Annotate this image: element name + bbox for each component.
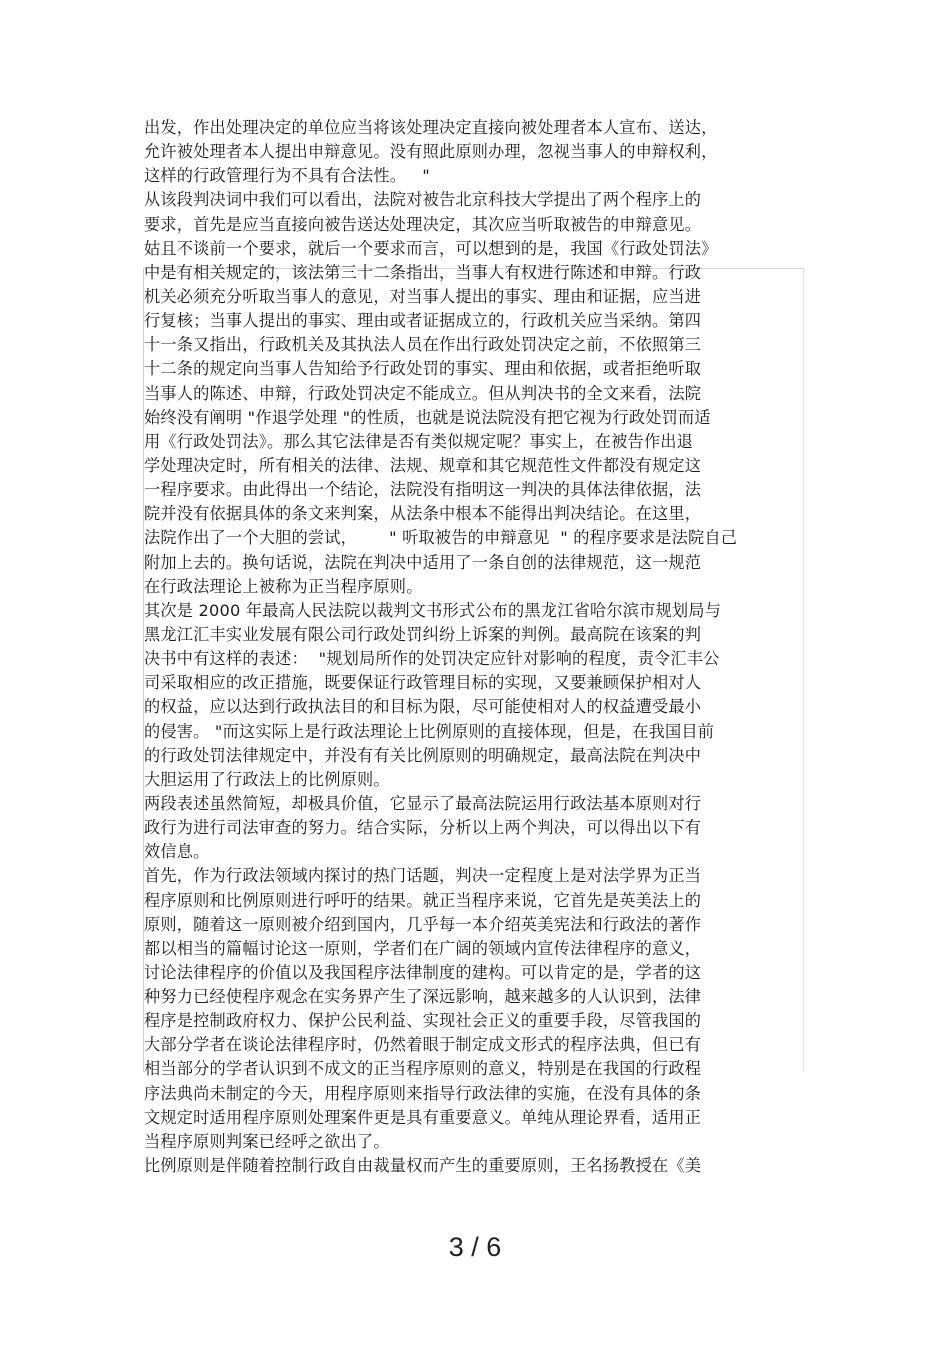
text-line: 比例原则是伴随着控制行政自由裁量权而产生的重要原则，王名扬教授在《美: [144, 1156, 702, 1176]
text-line: 十二条的规定向当事人告知给予行政处罚的事实、理由和依据，或者拒绝听取: [144, 359, 702, 379]
text-line: 出发，作出处理决定的单位应当将该处理决定直接向被处理者本人宣布、送达，: [144, 118, 718, 137]
text-line: 从该段判决词中我们可以看出，法院对被告北京科技大学提出了两个程序上的: [144, 190, 702, 210]
text-line: 都以相当的篇幅讨论这一原则，学者们在广阔的领域内宣传法律程序的意义，: [144, 938, 702, 958]
text-line: 讨论法律程序的价值以及我国程序法律制度的建构。可以肯定的是，学者的这: [144, 962, 702, 982]
page-number: 3 / 6: [448, 1232, 502, 1262]
text-line: 十一条又指出，行政机关及其执法人员在作出行政处罚决定之前，不依照第三: [144, 335, 702, 355]
text-line: 行复核；当事人提出的事实、理由或者证据成立的，行政机关应当采纳。第四: [144, 311, 702, 331]
text-line: 当事人的陈述、申辩，行政处罚决定不能成立。但从判决书的全文来看，法院: [144, 383, 702, 403]
text-line: 相当部分的学者认识到不成文的正当程序原则的意义，特别是在我国的行政程: [144, 1059, 702, 1079]
text-line: 法院作出了一个大胆的尝试， " 听取被告的申辩意见 " 的程序要求是法院自己: [144, 528, 738, 548]
text-line: 决书中有这样的表述： "规划局所作的处罚决定应针对影响的程度，责令汇丰公: [144, 649, 720, 669]
text-line: 附加上去的。换句话说，法院在判决中适用了一条自创的法律规范，这一规范: [144, 552, 702, 572]
text-line: 的行政处罚法律规定中，并没有有关比例原则的明确规定，最高法院在判决中: [144, 745, 702, 765]
text-line: 种努力已经使程序观念在实务界产生了深远影响，越来越多的人认识到，法律: [144, 987, 702, 1007]
text-line: 院并没有依据具体的条文来判案，从法条中根本不能得出判决结论。在这里，: [144, 504, 702, 524]
text-line: 允许被处理者本人提出申辩意见。没有照此原则办理，忽视当事人的申辩权利，: [144, 142, 718, 162]
text-line: 的权益，应以达到行政执法目的和目标为限，尽可能使相对人的权益遭受最小: [144, 697, 702, 717]
text-line: 司采取相应的改正措施，既要保证行政管理目标的实现，又要兼顾保护相对人: [144, 673, 702, 693]
text-line: 的侵害。 "而这实际上是行政法理论上比例原则的直接体现，但是，在我国目前: [144, 721, 715, 741]
text-line: 其次是 2000 年最高人民法院以裁判文书形式公布的黑龙江省哈尔滨市规划局与: [144, 600, 722, 620]
text-line: 效信息。: [144, 842, 210, 862]
text-line: 一程序要求。由此得出一个结论，法院没有指明这一判决的具体法律依据，法: [144, 480, 702, 500]
text-line: 机关必须充分听取当事人的意见，对当事人提出的事实、理由和证据，应当进: [144, 286, 702, 306]
text-line: 程序原则和比例原则进行呼吁的结果。就正当程序来说，它首先是英美法上的: [144, 890, 702, 910]
text-line: 始终没有阐明 "作退学处理 "的性质，也就是说法院没有把它视为行政处罚而适: [144, 407, 711, 427]
text-line: 程序是控制政府权力、保护公民利益、实现社会正义的重要手段，尽管我国的: [144, 1011, 702, 1031]
text-line: 原则，随着这一原则被介绍到国内，几乎每一本介绍英美宪法和行政法的著作: [144, 914, 702, 934]
text-line: 姑且不谈前一个要求，就后一个要求而言，可以想到的是，我国《行政处罚法》: [144, 238, 718, 258]
text-line: 当程序原则判案已经呼之欲出了。: [144, 1131, 390, 1151]
text-line: 大胆运用了行政法上的比例原则。: [144, 769, 390, 789]
text-line: 大部分学者在谈论法律程序时，仍然着眼于制定成文形式的程序法典，但已有: [144, 1035, 702, 1055]
text-line: 政行为进行司法审查的努力。结合实际，分析以上两个判决，可以得出以下有: [144, 818, 702, 838]
text-line: 要求，首先是应当直接向被告送达处理决定，其次应当听取被告的申辩意见。: [144, 214, 702, 234]
body-text: [144, 116, 804, 1178]
text-line: 学处理决定时，所有相关的法律、法规、规章和其它规范性文件都没有规定这: [144, 455, 702, 475]
text-line: 首先，作为行政法领域内探讨的热门话题，判决一定程度上是对法学界为正当: [144, 866, 702, 886]
text-line: 文规定时适用程序原则处理案件更是具有重要意义。单纯从理论界看，适用正: [144, 1107, 702, 1127]
text-line: 用《行政处罚法》。那么其它法律是否有类似规定呢？事实上，在被告作出退: [144, 431, 694, 451]
text-line: 两段表述虽然简短，却极具价值，它显示了最高法院运用行政法基本原则对行: [144, 793, 702, 813]
text-line: 序法典尚未制定的今天，用程序原则来指导行政法律的实施，在没有具体的条: [144, 1083, 702, 1103]
text-line: 在行政法理论上被称为正当程序原则。: [144, 576, 423, 596]
text-line: 黑龙江汇丰实业发展有限公司行政处罚纠纷上诉案的判例。最高院在该案的判: [144, 624, 702, 644]
text-line: 这样的行政管理行为不具有合法性。 ": [144, 166, 430, 186]
text-line: 中是有相关规定的，该法第三十二条指出，当事人有权进行陈述和申辩。行政: [144, 262, 702, 282]
